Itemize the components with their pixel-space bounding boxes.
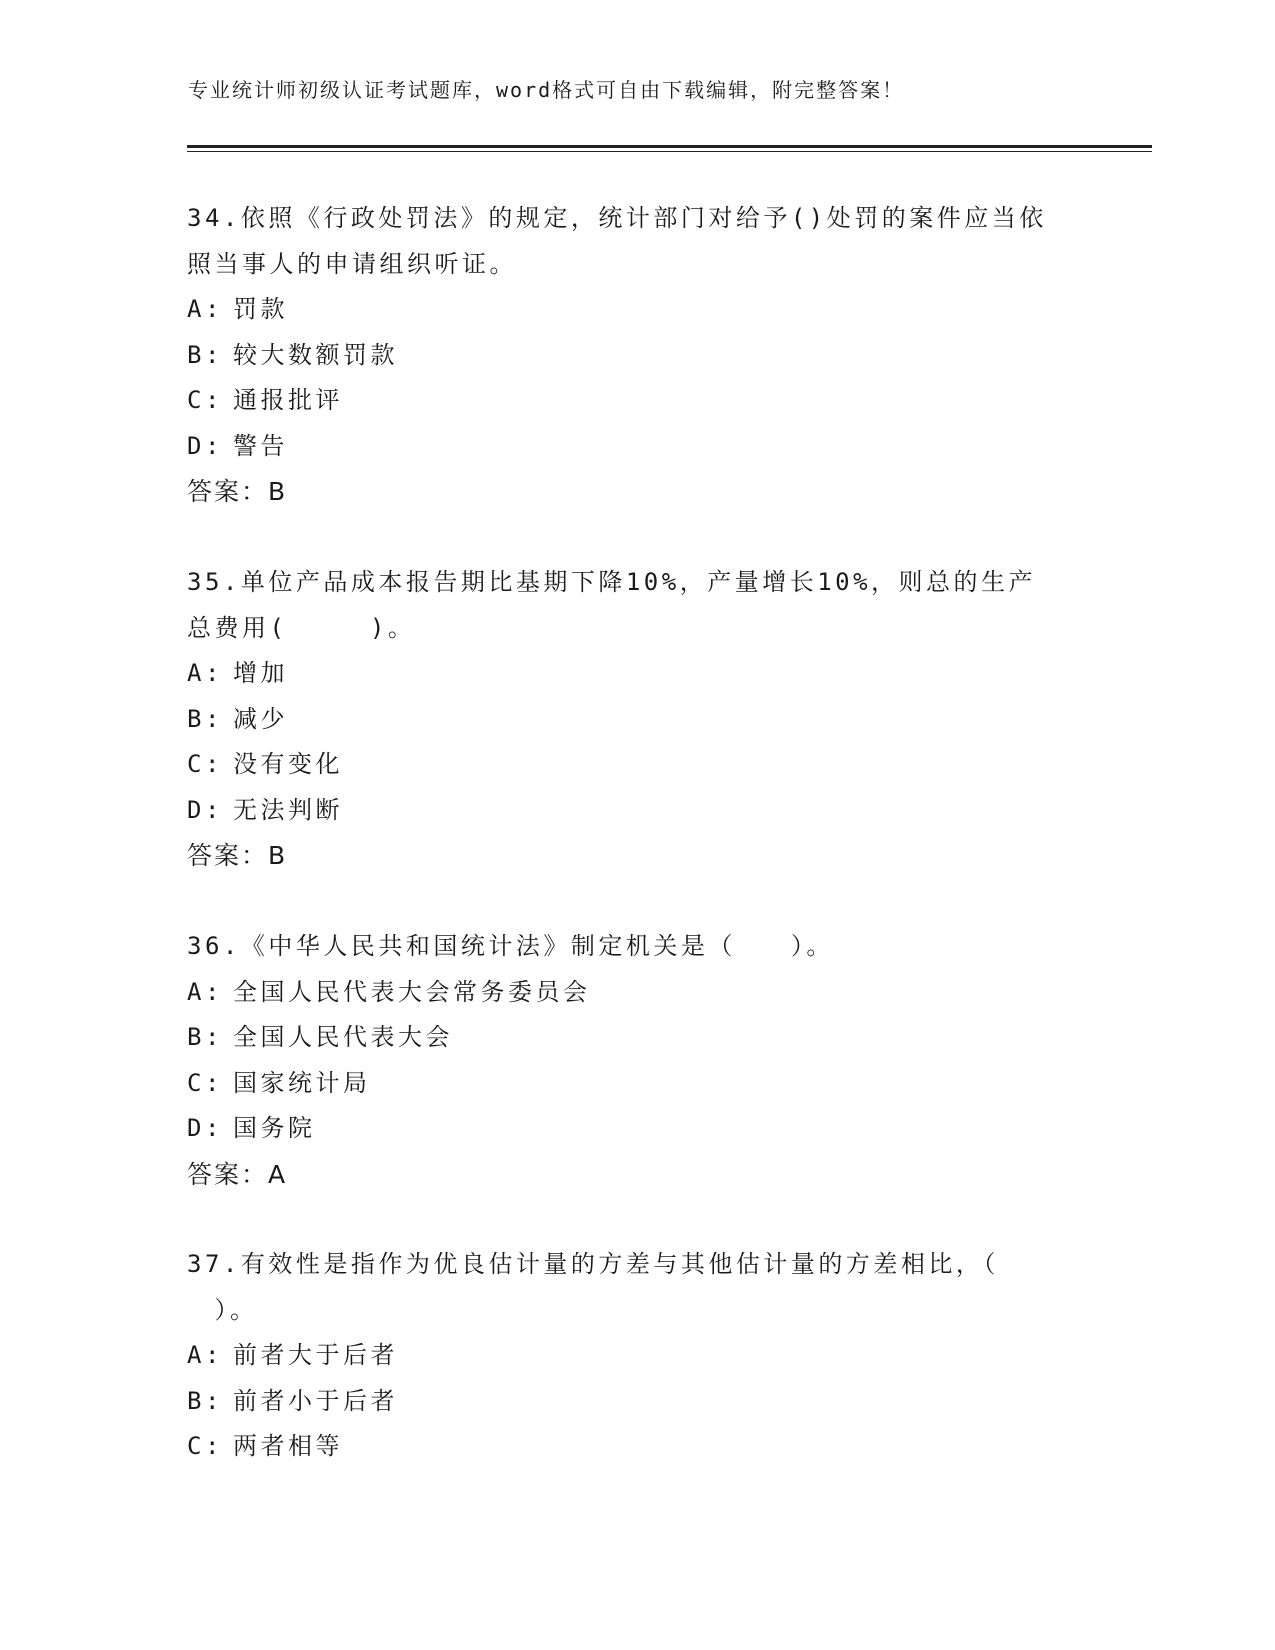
answer: 答案：A bbox=[187, 1159, 288, 1189]
header-rule-thick bbox=[187, 145, 1152, 148]
option-b bbox=[187, 697, 1036, 743]
option-c bbox=[187, 378, 1047, 424]
option-text: 前者小于后者 bbox=[233, 1386, 398, 1415]
option-text: 全国人民代表大会常务委员会 bbox=[233, 977, 591, 1006]
option-c bbox=[187, 1061, 834, 1107]
option-text: 没有变化 bbox=[233, 750, 343, 778]
header-rule-thin bbox=[187, 151, 1152, 152]
option-text: 前者大于后者 bbox=[233, 1341, 398, 1369]
option-text: 国家统计局 bbox=[233, 1068, 371, 1097]
option-text: 警告 bbox=[233, 431, 288, 460]
option-letter: A: bbox=[187, 295, 223, 323]
option-text: 增加 bbox=[233, 659, 288, 687]
option-d bbox=[187, 788, 1036, 834]
option-letter: C: bbox=[187, 1432, 223, 1460]
option-letter: B: bbox=[187, 1386, 223, 1415]
option-b bbox=[187, 1379, 999, 1425]
option-text: 国务院 bbox=[233, 1114, 316, 1142]
option-letter: A: bbox=[187, 1341, 223, 1369]
option-text: 全国人民代表大会 bbox=[233, 1023, 453, 1051]
option-text: 两者相等 bbox=[233, 1432, 343, 1460]
answer: 答案：B bbox=[187, 477, 288, 506]
option-text: 罚款 bbox=[233, 295, 288, 323]
option-letter: C: bbox=[187, 386, 223, 414]
question-stem-line: 照当事人的申请组织听证。 bbox=[187, 249, 517, 278]
option-letter: D: bbox=[187, 795, 223, 824]
option-letter: D: bbox=[187, 431, 223, 460]
question-stem-line: ）。 bbox=[187, 1295, 258, 1324]
answer: 答案：B bbox=[187, 841, 288, 870]
page-header: 专业统计师初级认证考试题库，word格式可自由下载编辑，附完整答案！ bbox=[188, 78, 905, 102]
option-letter: B: bbox=[187, 1023, 223, 1051]
option-c bbox=[187, 1424, 999, 1470]
question-34 bbox=[187, 196, 1047, 515]
option-letter: A: bbox=[187, 977, 223, 1006]
option-d bbox=[187, 424, 1047, 470]
question-stem-line: 总费用( )。 bbox=[187, 613, 416, 642]
question-stem-line: 34.依照《行政处罚法》的规定，统计部门对给予()处罚的案件应当依 bbox=[187, 204, 1047, 232]
option-text: 通报批评 bbox=[233, 386, 343, 414]
option-text: 无法判断 bbox=[233, 795, 343, 824]
option-text: 减少 bbox=[233, 704, 288, 733]
option-a bbox=[187, 1333, 999, 1379]
option-text: 较大数额罚款 bbox=[233, 340, 398, 369]
option-letter: B: bbox=[187, 340, 223, 369]
question-stem-line: 37.有效性是指作为优良估计量的方差与其他估计量的方差相比，（ bbox=[187, 1250, 999, 1278]
option-letter: B: bbox=[187, 704, 223, 733]
option-c bbox=[187, 742, 1036, 788]
question-stem-line: 35.单位产品成本报告期比基期下降10%，产量增长10%，则总的生产 bbox=[187, 568, 1037, 596]
option-a bbox=[187, 651, 1036, 697]
option-d bbox=[187, 1106, 834, 1152]
question-stem-line: 36.《中华人民共和国统计法》制定机关是（ ）。 bbox=[187, 932, 834, 960]
option-a bbox=[187, 287, 1047, 333]
option-letter: C: bbox=[187, 750, 223, 778]
option-letter: C: bbox=[187, 1068, 223, 1097]
question-35 bbox=[187, 560, 1036, 879]
option-b bbox=[187, 333, 1047, 379]
option-b bbox=[187, 1015, 834, 1061]
question-37 bbox=[187, 1242, 999, 1470]
question-36 bbox=[187, 924, 834, 1197]
option-a bbox=[187, 970, 834, 1016]
option-letter: A: bbox=[187, 659, 223, 687]
option-letter: D: bbox=[187, 1114, 223, 1142]
